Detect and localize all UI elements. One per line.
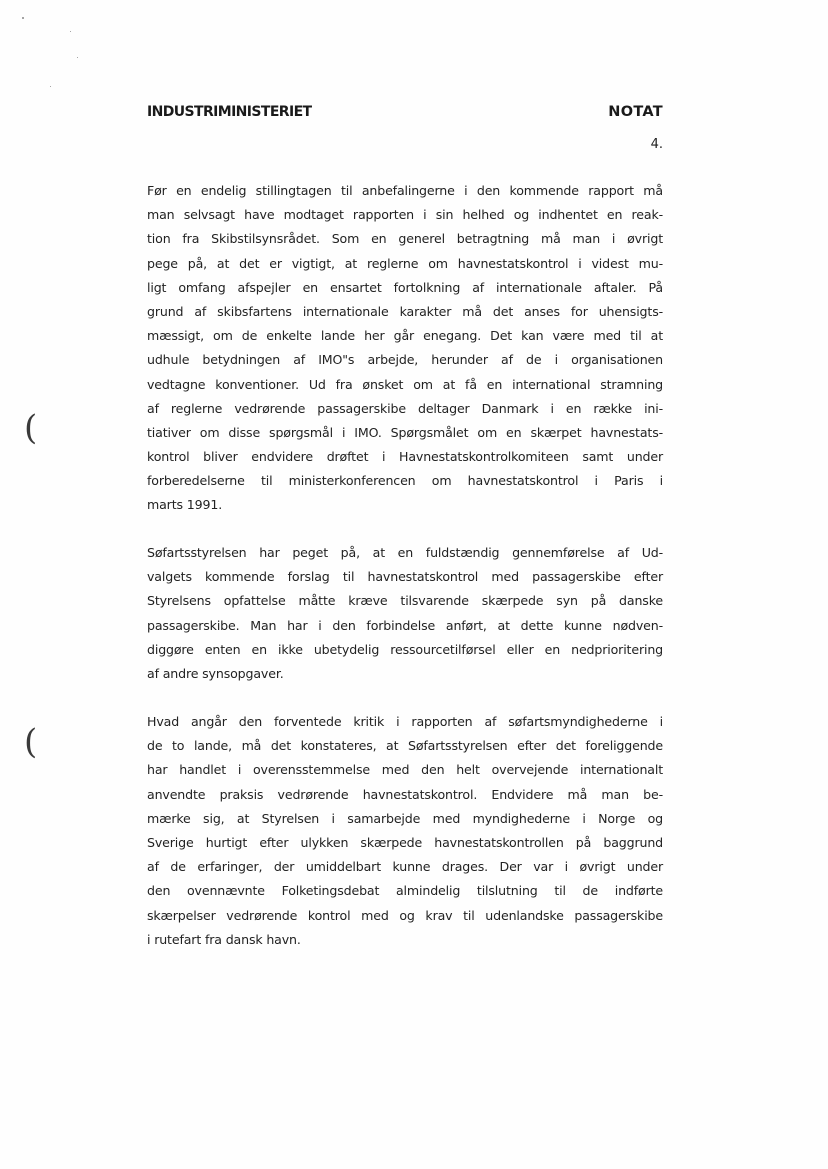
paragraph-3 [147, 710, 663, 952]
scan-speck [22, 17, 24, 19]
text-line: af de erfaringer, der umiddelbart kunne drages. Der var i øvrigt under [147, 859, 663, 875]
ministry-header: INDUSTRIMINISTERIET [147, 104, 312, 120]
text-line: Sverige hurtigt efter ulykken skærpede havnestatskontrollen på baggrund [147, 834, 663, 850]
text-line: Hvad angår den forventede kritik i rapporten af søfartsmyndighederne i [147, 714, 663, 729]
document-type-header: NOTAT [608, 104, 663, 120]
text-line: af andre synsopgaver. [147, 665, 284, 681]
text-line: i rutefart fra dansk havn. [147, 931, 301, 947]
scan-speck [50, 86, 51, 87]
margin-bracket-mark: ( [24, 408, 38, 448]
page-number: 4. [650, 137, 663, 152]
text-line: kontrol bliver endvidere drøftet i Havnestatskontrolkomiteen samt under [147, 449, 663, 465]
text-line: mærke sig, at Styrelsen i samarbejde med myndighederne i Norge og [147, 810, 663, 826]
scan-speck [70, 31, 71, 32]
text-line: marts 1991. [147, 497, 223, 513]
text-line: Søfartsstyrelsen har peget på, at en fuldstændig gennemførelse af Ud- [147, 545, 663, 560]
text-line: ligt omfang afspejler en ensartet fortolkning af internationale aftaler. På [147, 279, 663, 295]
text-line: valgets kommende forslag til havnestatskontrol med passagerskibe efter [147, 569, 663, 585]
text-line: grund af skibsfartens internationale karakter må det anses for uhensigts- [147, 303, 663, 319]
text-line: Styrelsens opfattelse måtte kræve tilsvarende skærpede syn på danske [147, 593, 663, 609]
scan-speck [77, 57, 78, 58]
paragraph-2 [147, 541, 663, 686]
text-line: tion fra Skibstilsynsrådet. Som en generel betragtning må man i øvrigt [147, 231, 663, 247]
text-line: har handlet i overensstemmelse med den helt overvejende internationalt [147, 762, 663, 778]
text-line: de to lande, må det konstateres, at Søfartsstyrelsen efter det foreliggende [147, 738, 663, 754]
text-line: skærpelser vedrørende kontrol med og krav til udenlandske passagerskibe [147, 907, 663, 923]
text-line: pege på, at det er vigtigt, at reglerne om havnestatskontrol i videst mu- [147, 255, 663, 271]
text-line: mæssigt, om de enkelte lande her går enegang. Det kan være med til at [147, 328, 663, 344]
text-line: diggøre enten en ikke ubetydelig ressourcetilførsel eller en nedprioritering [147, 641, 663, 657]
text-line: forberedelserne til ministerkonferencen om havnestatskontrol i Paris i [147, 473, 663, 489]
text-line: den ovennævnte Folketingsdebat almindelig tilslutning til de indførte [147, 883, 663, 899]
text-line: af reglerne vedrørende passagerskibe deltager Danmark i en række ini- [147, 400, 663, 416]
text-line: anvendte praksis vedrørende havnestatskontrol. Endvidere må man be- [147, 786, 663, 802]
text-line: vedtagne konventioner. Ud fra ønsket om at få en international stramning [147, 376, 663, 392]
margin-bracket-mark: ( [24, 722, 38, 762]
text-line: passagerskibe. Man har i den forbindelse anført, at dette kunne nødven- [147, 617, 663, 633]
paragraph-1 [147, 179, 663, 518]
text-line: udhule betydningen af IMO"s arbejde, herunder af de i organisationen [147, 352, 663, 368]
text-line: Før en endelig stillingtagen til anbefalingerne i den kommende rapport må [147, 183, 663, 198]
text-line: tiativer om disse spørgsmål i IMO. Spørgsmålet om en skærpet havnestats- [147, 424, 663, 440]
text-line: man selvsagt have modtaget rapporten i sin helhed og indhentet en reak- [147, 207, 663, 223]
